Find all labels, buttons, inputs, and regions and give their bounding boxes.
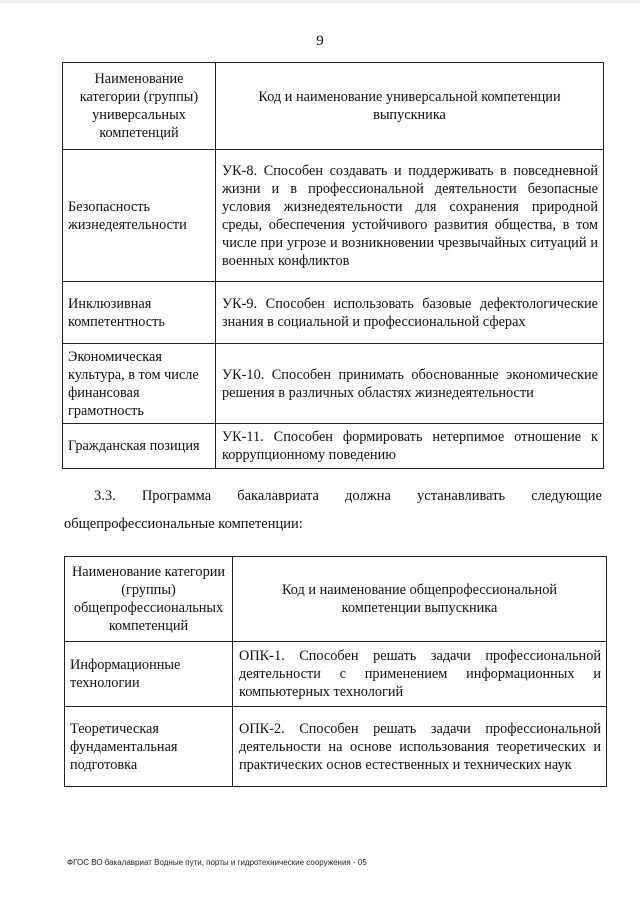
competence-cell: УК-9. Способен использовать базовые дефектологические знания в социальной и профессиональной сферах [216, 282, 604, 344]
competence-cell: УК-10. Способен принимать обоснованные экономические решения в различных областях жизнедеятельности [216, 344, 604, 424]
universal-competencies-table [62, 62, 604, 469]
table-header-row [65, 557, 607, 642]
footer-text: ФГОС ВО бакалавриат Водные пути, порты и гидротехнические сооружения - 05 [67, 858, 367, 867]
table-row [65, 707, 607, 787]
competence-cell: ОПК-2. Способен решать задачи профессиональной деятельности на основе использования теоретических и практических основ естественных и технических наук [233, 707, 607, 787]
competence-cell: УК-11. Способен формировать нетерпимое отношение к коррупционному поведению [216, 424, 604, 469]
table-header-row [63, 63, 604, 150]
page-top-edge [0, 0, 640, 3]
table-row [63, 150, 604, 282]
header-code-cell: Код и наименование универсальной компетенции выпускника [216, 63, 604, 150]
category-cell: Безопасность жизнедеятельности [63, 150, 216, 282]
category-cell: Экономическая культура, в том числе финансовая грамотность [63, 344, 216, 424]
header-code-cell: Код и наименование общепрофессиональной компетенции выпускника [233, 557, 607, 642]
category-cell: Информационные технологии [65, 642, 233, 707]
category-cell: Теоретическая фундаментальная подготовка [65, 707, 233, 787]
paragraph-line-2: общепрофессиональные компетенции: [64, 516, 303, 532]
table-row [63, 344, 604, 424]
competence-cell: ОПК-1. Способен решать задачи профессиональной деятельности с применением информационных и компьютерных технологий [233, 642, 607, 707]
table-row [63, 424, 604, 469]
table-row [65, 642, 607, 707]
page-number: 9 [316, 33, 324, 49]
paragraph-line-1: 3.3. Программа бакалавриата должна устанавливать следующие [94, 488, 602, 504]
category-cell: Гражданская позиция [63, 424, 216, 469]
competence-cell: УК-8. Способен создавать и поддерживать в повседневной жизни и в профессиональной деятельности безопасные условия жизнедеятельности для сохранения природной среды, обеспечения устойчивого развития общества, в том числе при угрозе и возникновении чрезвычайных ситуаций и военных конфликтов [216, 150, 604, 282]
general-professional-competencies-table [64, 556, 607, 787]
table-row [63, 282, 604, 344]
category-cell: Инклюзивная компетентность [63, 282, 216, 344]
header-category-cell: Наименование категории (группы) общепрофессиональных компетенций [65, 557, 233, 642]
header-category-cell: Наименование категории (группы) универсальных компетенций [63, 63, 216, 150]
